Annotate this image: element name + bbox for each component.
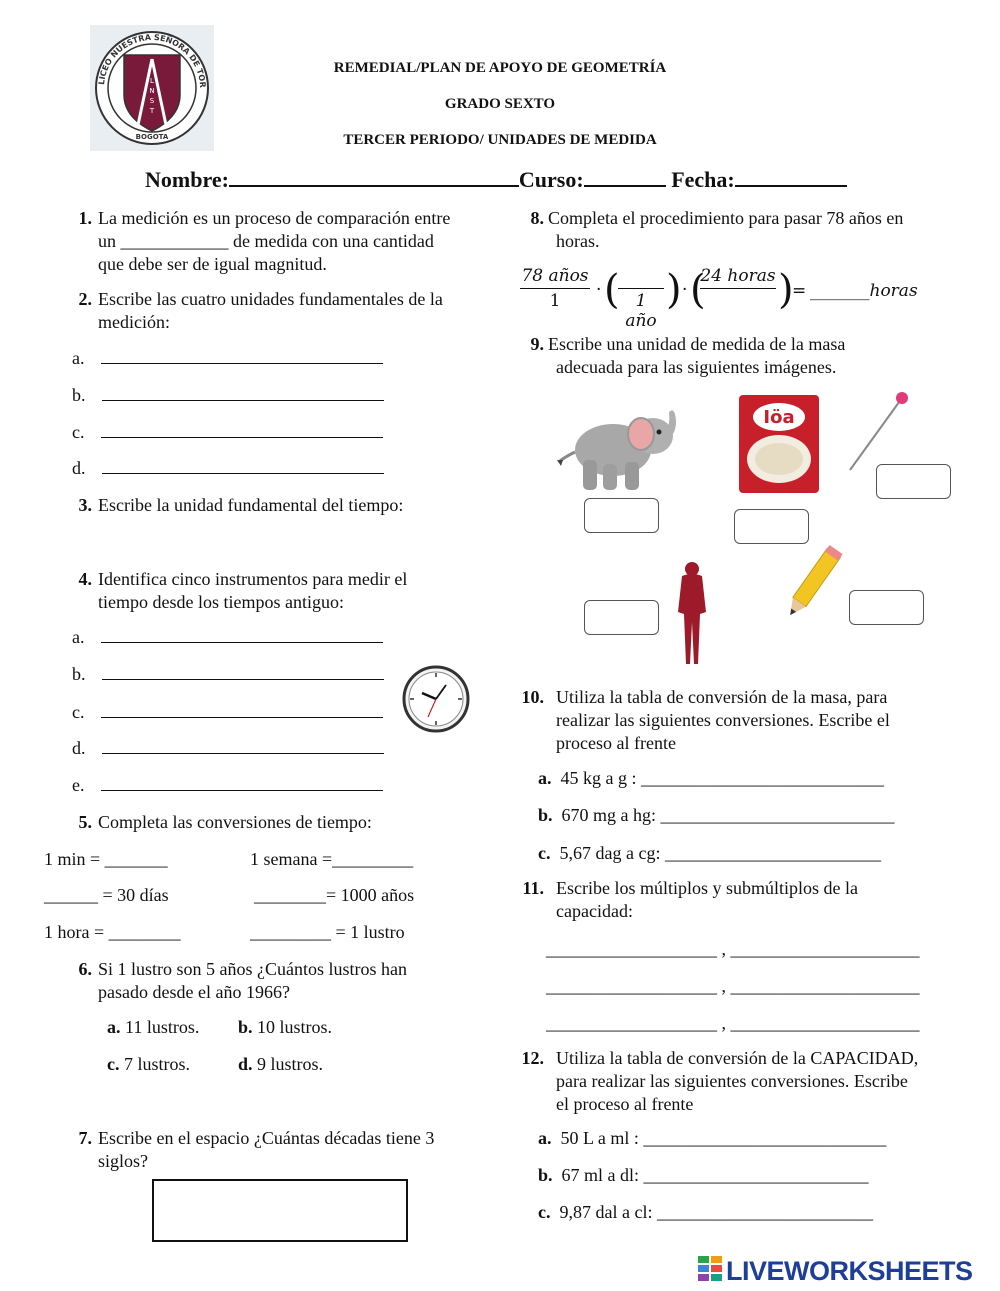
q2-line1: Escribe las cuatro unidades fundamentales de la	[98, 289, 443, 309]
q8-f1-denominator: 1	[549, 291, 561, 311]
svg-text:S: S	[149, 97, 155, 105]
q11-number: 11.	[522, 878, 544, 898]
pencil-image	[780, 542, 844, 631]
student-info-line	[145, 167, 847, 193]
elephant-image	[555, 402, 685, 499]
q4-line2: tiempo desde los tiempos antiguo:	[98, 592, 344, 612]
q8-fraction-2[interactable]	[618, 266, 664, 331]
q10-line1: Utiliza la tabla de conversión de la masa, para	[556, 687, 888, 707]
q1-number: 1.	[78, 208, 92, 228]
q10-item-c-label: c.	[538, 843, 551, 863]
svg-text:BOGOTA: BOGOTA	[135, 133, 169, 141]
woman-answer-box[interactable]	[584, 600, 659, 635]
svg-text:L: L	[150, 77, 154, 85]
rice-answer-box[interactable]	[734, 509, 809, 544]
pencil-answer-box[interactable]	[849, 590, 924, 625]
svg-text:LICEO NUESTRA SEÑORA DE TORCOR: LICEO NUESTRA SEÑORA DE TOR	[97, 32, 208, 89]
q10-item-b-text: 670 mg a hg: __________________________	[561, 805, 895, 825]
q12-item-b-label: b.	[538, 1165, 553, 1185]
rice-bag-image	[737, 393, 823, 502]
q5-text: Completa las conversiones de tiempo:	[98, 812, 372, 832]
q6-option-d[interactable]	[238, 1054, 323, 1075]
q8-f2-denominator: 1 año	[625, 291, 657, 331]
q10-line2: realizar las siguientes conversiones. Escribe el	[556, 710, 890, 730]
q4-label-c: c.	[72, 702, 85, 722]
liveworksheets-icon	[698, 1256, 722, 1287]
q8-equals: =	[792, 281, 807, 301]
worksheet-title: REMEDIAL/PLAN DE APOYO DE GEOMETRÍA	[333, 60, 667, 76]
q10-number: 10.	[521, 687, 544, 707]
q10-line3: proceso al frente	[556, 733, 676, 753]
liveworksheets-wordmark: LIVEWORKSHEETS	[726, 1256, 973, 1286]
q6-option-d-text: 9 lustros.	[257, 1054, 324, 1074]
woman-silhouette-image	[668, 560, 716, 671]
q2-label-a: a.	[72, 348, 85, 368]
q4-label-b: b.	[72, 664, 86, 684]
q9-line1: Escribe una unidad de medida de la masa	[548, 334, 846, 354]
q2-answer-b[interactable]	[72, 385, 384, 406]
q12-number: 12.	[521, 1048, 544, 1068]
q2-number: 2.	[78, 289, 92, 309]
q10-item-b-label: b.	[538, 805, 553, 825]
q7-line2: siglos?	[98, 1151, 149, 1171]
q4-label-d: d.	[72, 738, 86, 758]
q6-line2: pasado desde el año 1966?	[98, 982, 290, 1002]
q5-conv-min[interactable]: 1 min = _______	[44, 849, 168, 869]
svg-text:N: N	[149, 87, 155, 95]
grade-label: GRADO SEXTO	[444, 96, 556, 112]
q5-conv-lustro[interactable]: _________ = 1 lustro	[250, 922, 405, 942]
q8-f3-denominator[interactable]	[700, 291, 776, 311]
q4-line1: Identifica cinco instrumentos para medir el	[98, 569, 408, 589]
q2-label-b: b.	[72, 385, 86, 405]
q9-line2: adecuada para las siguientes imágenes.	[556, 357, 837, 377]
q12-item-a[interactable]	[538, 1128, 886, 1149]
q4-answer-b[interactable]	[72, 664, 384, 685]
nombre-label: Nombre:	[145, 167, 229, 192]
q11-answer-row-1[interactable]: ___________________ , _____________________	[546, 939, 920, 959]
q10-item-a[interactable]	[538, 768, 884, 789]
q12-item-a-label: a.	[538, 1128, 552, 1148]
q5-conv-1000-anos[interactable]: ________= 1000 años	[254, 885, 415, 905]
q11-answer-row-3[interactable]: ___________________ , _____________________	[546, 1013, 920, 1033]
q2-label-c: c.	[72, 422, 85, 442]
q2-answer-d[interactable]	[72, 458, 384, 479]
q8-line1: Completa el procedimiento para pasar 78 años en	[548, 208, 904, 228]
q6-option-b-label: b.	[238, 1017, 253, 1037]
nombre-field[interactable]	[229, 167, 519, 187]
q11-line2: capacidad:	[556, 901, 633, 921]
q8-line2: horas.	[556, 231, 600, 251]
q12-line1: Utiliza la tabla de conversión de la CAPACIDAD,	[556, 1048, 919, 1068]
q9-number: 9.	[530, 334, 544, 354]
liveworksheets-logo[interactable]	[698, 1256, 973, 1287]
q7-line1: Escribe en el espacio ¿Cuántas décadas tiene 3	[98, 1128, 435, 1148]
curso-field[interactable]	[584, 167, 666, 187]
q5-conv-30-dias[interactable]: ______ = 30 días	[44, 885, 169, 905]
period-label: TERCER PERIODO/ UNIDADES DE MEDIDA	[343, 132, 657, 148]
svg-text:T: T	[149, 107, 155, 115]
q8-number: 8.	[530, 208, 544, 228]
q12-item-c-label: c.	[538, 1202, 551, 1222]
curso-label: Curso:	[518, 167, 584, 192]
q12-item-b[interactable]	[538, 1165, 869, 1186]
q1-line2[interactable]: un ____________ de medida con una cantidad	[98, 231, 434, 251]
q12-item-c-text: 9,87 dal a cl: ________________________	[559, 1202, 873, 1222]
q4-answer-a[interactable]	[72, 627, 383, 648]
q8-fraction-1	[520, 266, 590, 311]
pin-answer-box[interactable]	[876, 464, 951, 499]
q6-option-d-label: d.	[238, 1054, 253, 1074]
clock-icon	[402, 665, 470, 738]
q4-answer-e[interactable]	[72, 775, 383, 796]
fecha-label: Fecha:	[671, 167, 735, 192]
q6-option-b-text: 10 lustros.	[257, 1017, 333, 1037]
q4-label-a: a.	[72, 627, 85, 647]
q12-line3: el proceso al frente	[556, 1094, 694, 1114]
q10-item-c-text: 5,67 dag a cg: ________________________	[559, 843, 881, 863]
q4-answer-d[interactable]	[72, 738, 384, 759]
q6-option-c[interactable]	[107, 1054, 190, 1075]
q8-fraction-3[interactable]	[700, 266, 776, 311]
q6-line1: Si 1 lustro son 5 años ¿Cuántos lustros han	[98, 959, 407, 979]
q4-number: 4.	[78, 569, 92, 589]
q3-text: Escribe la unidad fundamental del tiempo:	[98, 495, 404, 515]
q8-result[interactable]: _______horas	[810, 281, 918, 301]
elephant-answer-box[interactable]	[584, 498, 659, 533]
q2-answer-c[interactable]	[72, 422, 383, 443]
q7-answer-box[interactable]	[152, 1179, 408, 1242]
q12-item-c[interactable]	[538, 1202, 873, 1223]
q6-number: 6.	[78, 959, 92, 979]
q2-label-d: d.	[72, 458, 86, 478]
q6-option-a-label: a.	[107, 1017, 121, 1037]
q3-number: 3.	[78, 495, 92, 515]
q6-option-c-label: c.	[107, 1054, 120, 1074]
q6-option-a-text: 11 lustros.	[125, 1017, 200, 1037]
q10-item-c[interactable]	[538, 843, 881, 864]
q12-line2: para realizar las siguientes conversiones. Escribe	[556, 1071, 908, 1091]
q8-f2-numerator[interactable]	[618, 266, 664, 286]
q7-number: 7.	[78, 1128, 92, 1148]
q8-f3-numerator: 24 horas	[700, 266, 776, 286]
q10-item-a-label: a.	[538, 768, 552, 788]
q4-label-e: e.	[72, 775, 85, 795]
q11-line1: Escribe los múltiplos y submúltiplos de la	[556, 878, 858, 898]
q11-answer-row-2[interactable]: ___________________ , _____________________	[546, 976, 920, 996]
q10-item-a-text: 45 kg a g : ___________________________	[560, 768, 884, 788]
q1-line1: La medición es un proceso de comparación entre	[98, 208, 451, 228]
q2-line2: medición:	[98, 312, 170, 332]
q6-option-a[interactable]	[107, 1017, 199, 1038]
q12-item-b-text: 67 ml a dl: _________________________	[561, 1165, 869, 1185]
fecha-field[interactable]	[735, 167, 847, 187]
q12-item-a-text: 50 L a ml : ___________________________	[560, 1128, 887, 1148]
q5-conv-semana[interactable]: 1 semana =_________	[250, 849, 414, 869]
q5-conv-hora[interactable]: 1 hora = ________	[44, 922, 181, 942]
q10-item-b[interactable]	[538, 805, 895, 826]
q2-answer-a[interactable]	[72, 348, 383, 369]
q8-f1-numerator: 78 años	[521, 266, 589, 286]
q6-option-b[interactable]	[238, 1017, 332, 1038]
q4-answer-c[interactable]	[72, 702, 383, 723]
q5-number: 5.	[78, 812, 92, 832]
q6-option-c-text: 7 lustros.	[124, 1054, 191, 1074]
rice-bag-brand: Iöa	[763, 407, 795, 428]
q8-formula: 78 años 1 · ( 1 año ) · ( 24 horas ) = _______horas	[521, 266, 918, 331]
q1-line3: que debe ser de igual magnitud.	[98, 254, 327, 274]
